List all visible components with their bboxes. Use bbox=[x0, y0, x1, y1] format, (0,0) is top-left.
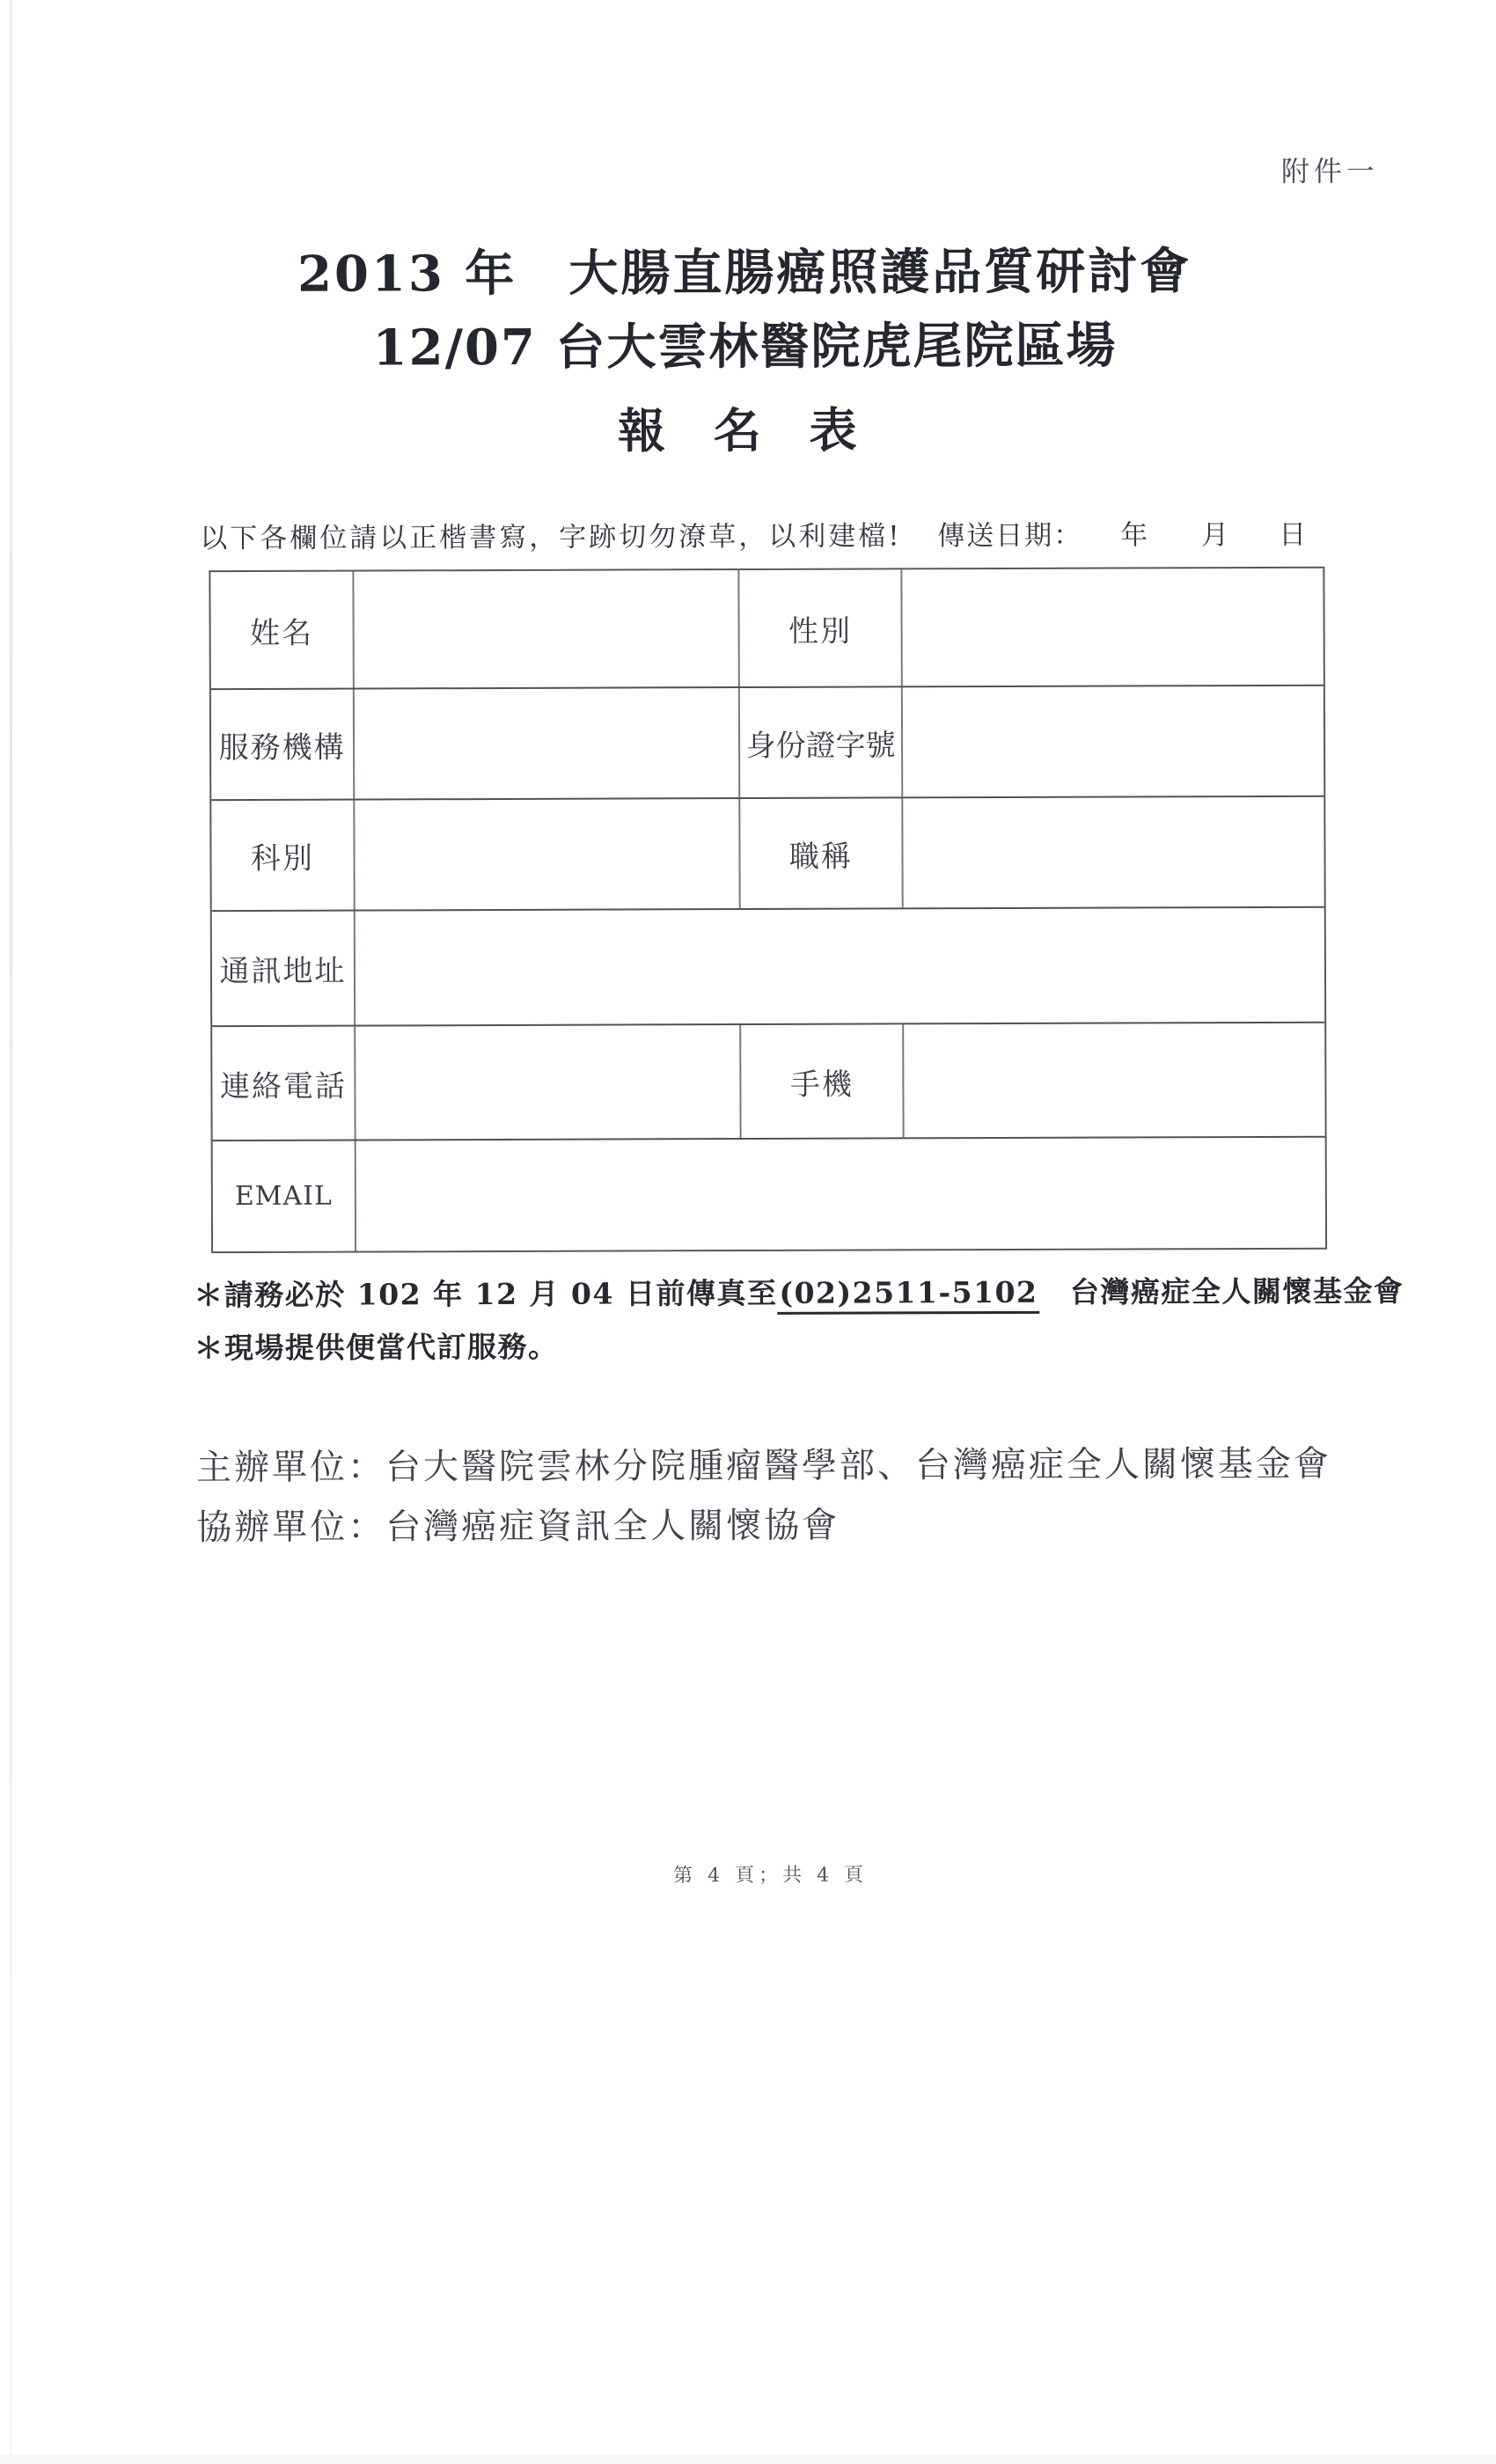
table-row-org-id bbox=[211, 686, 1324, 801]
document-title bbox=[0, 242, 1493, 459]
title-line-2: 12/07 台大雲林醫院虎尾院區場 bbox=[372, 316, 1118, 378]
fax-deadline-note-prefix: ＊請務必於 102 年 12 月 04 日前傳真至 bbox=[194, 1275, 778, 1313]
mobile-label-cell: 手機 bbox=[741, 1024, 904, 1138]
host-organizer-line: 主辦單位：台大醫院雲林分院腫瘤醫學部、台灣癌症全人關懷基金會 bbox=[195, 1443, 1332, 1489]
gender-label-cell: 性別 bbox=[739, 569, 902, 686]
send-date-year-label: 年 bbox=[1120, 519, 1148, 552]
email-value-cell bbox=[356, 1138, 1325, 1251]
fax-deadline-note bbox=[194, 1268, 1404, 1314]
send-date-month-label: 月 bbox=[1201, 519, 1229, 552]
co-organizer-line: 協辦單位：台灣癌症資訊全人關懷協會 bbox=[196, 1505, 840, 1549]
page-number-footer: 第 4 頁；共 4 頁 bbox=[673, 1864, 869, 1888]
job-title-label-cell: 職稱 bbox=[740, 798, 903, 908]
id-number-label-cell: 身份證字號 bbox=[740, 687, 903, 797]
fax-number: (02)2511-5102 bbox=[777, 1275, 1039, 1315]
fill-in-instruction: 以下各欄位請以正楷書寫，字跡切勿潦草，以利建檔! bbox=[200, 520, 902, 555]
name-label-cell: 姓名 bbox=[210, 572, 354, 689]
contact-phone-value-cell bbox=[356, 1025, 741, 1140]
mailing-address-label-cell: 通訊地址 bbox=[212, 912, 356, 1026]
table-row-name-gender bbox=[210, 568, 1323, 690]
table-row-email bbox=[213, 1138, 1325, 1251]
table-row-dept-title bbox=[211, 797, 1324, 912]
title-line-3: 報 名 表 bbox=[617, 401, 873, 459]
job-title-value-cell bbox=[903, 797, 1324, 908]
send-date-day-label: 日 bbox=[1279, 518, 1307, 551]
table-row-phone-mobile bbox=[212, 1023, 1324, 1141]
title-line-1: 2013 年 大腸直腸癌照護品質研討會 bbox=[297, 242, 1192, 304]
organization-label-cell: 服務機構 bbox=[211, 690, 355, 800]
send-date-label: 傳送日期： bbox=[937, 519, 1083, 553]
registration-form-table bbox=[209, 567, 1327, 1253]
gender-value-cell bbox=[902, 568, 1323, 686]
mobile-value-cell bbox=[904, 1023, 1324, 1138]
department-value-cell bbox=[355, 799, 740, 910]
lunchbox-service-note: ＊現場提供便當代訂服務。 bbox=[194, 1329, 559, 1366]
instruction-row bbox=[0, 511, 1493, 554]
attachment-corner-label: 附件一 bbox=[1280, 154, 1379, 188]
organization-value-cell bbox=[355, 688, 740, 799]
contact-phone-label-cell: 連絡電話 bbox=[212, 1027, 356, 1140]
email-label-cell: EMAIL bbox=[213, 1141, 356, 1252]
id-number-value-cell bbox=[903, 686, 1324, 797]
table-row-address bbox=[212, 908, 1324, 1027]
department-label-cell: 科別 bbox=[211, 801, 355, 911]
fax-deadline-note-suffix: 台灣癌症全人關懷基金會 bbox=[1039, 1273, 1404, 1309]
mailing-address-value-cell bbox=[356, 908, 1324, 1025]
name-value-cell bbox=[354, 570, 739, 688]
